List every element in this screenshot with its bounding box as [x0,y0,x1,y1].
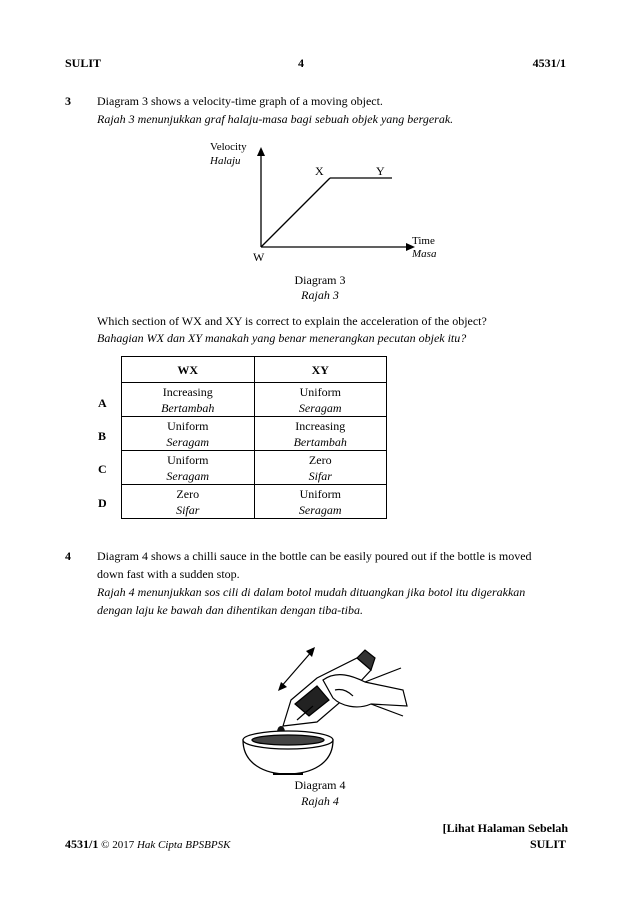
footer-copyright [65,837,230,852]
chilli-sauce-illustration [225,640,415,775]
diagram-4-caption-en: Diagram 4 [294,778,346,792]
velocity-time-graph [250,145,420,255]
option-b-xy: Increasing Bertambah [254,417,387,451]
table-header-row [122,357,387,383]
question-4-text-en-line1: Diagram 4 shows a chilli sauce in the bottle can be easily poured out if the bottle is moved [97,549,532,563]
graph-point-y: Y [376,164,385,178]
option-c-wx: Uniform Seragam [122,451,255,485]
bowl [243,731,333,774]
graph-y-label-ms: Halaju [210,155,241,167]
option-a-xy: Uniform Seragam [254,383,387,417]
header-wx: WX [122,357,255,383]
option-a-letter[interactable]: A [98,396,107,410]
option-d-xy: Uniform Seragam [254,485,387,519]
footer-copyright-year: © 2017 [101,839,135,851]
question-4-number: 4 [65,549,71,563]
header-left: SULIT [65,56,102,70]
segment-wx [261,178,330,247]
answer-options-table [121,356,387,519]
diagram-4-caption-ms: Rajah 4 [301,794,339,808]
option-d-wx: Zero Sifar [122,485,255,519]
question-4-text-ms-line1: Rajah 4 menunjukkan sos cili di dalam botol mudah dituangkan jika botol itu digerakkan [97,585,526,599]
option-c-xy: Zero Sifar [254,451,387,485]
graph-y-label-en: Velocity [210,141,247,153]
graph-point-w: W [253,250,265,264]
option-b-letter[interactable]: B [98,429,107,443]
table-row [122,417,387,451]
table-row [122,485,387,519]
table-row [122,451,387,485]
option-d-letter[interactable]: D [98,496,107,510]
graph-point-x: X [315,164,324,178]
diagram-3-caption-en: Diagram 3 [294,273,346,287]
footer-sulit: SULIT [529,837,566,851]
question-4-text-en-line2: down fast with a sudden stop. [97,567,240,581]
footer-copyright-holder: Hak Cipta BPSBPSK [136,839,231,851]
question-3-prompt-en: Which section of WX and XY is correct to explain the acceleration of the object? [97,314,487,328]
question-4-text-ms-line2: dengan laju ke bawah dan dihentikan dengan tiba-tiba. [97,603,363,617]
y-axis-arrowhead [257,147,265,156]
question-3-text-ms: Rajah 3 menunjukkan graf halaju-masa bagi sebuah objek yang bergerak. [97,112,454,126]
question-3-prompt-ms: Bahagian WX dan XY manakah yang benar menerangkan pecutan objek itu? [97,331,467,345]
footer-code: 4531/1 [65,837,99,851]
question-3-text-en: Diagram 3 shows a velocity-time graph of a moving object. [97,94,383,108]
next-page-note: [Lihat Halaman Sebelah [442,821,568,835]
option-c-letter[interactable]: C [98,462,107,476]
option-a-wx: Increasing Bertambah [122,383,255,417]
header-page-number: 4 [298,56,304,70]
graph-x-label-en: Time [412,235,435,247]
diagram-3-caption-ms: Rajah 3 [301,288,339,302]
graph-x-label-ms: Masa [412,248,437,260]
question-3-number: 3 [65,94,71,108]
header-xy: XY [254,357,387,383]
header-right: 4531/1 [532,56,566,70]
option-b-wx: Uniform Seragam [122,417,255,451]
table-row [122,383,387,417]
